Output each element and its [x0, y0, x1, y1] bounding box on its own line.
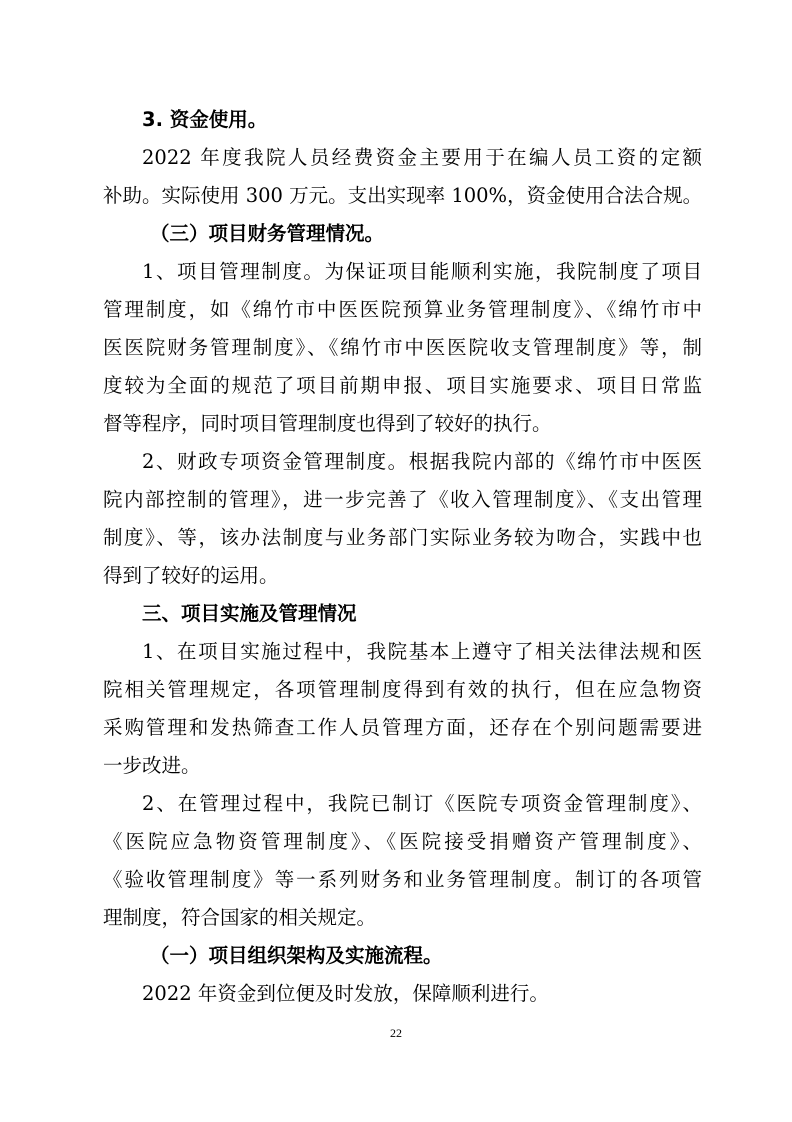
paragraph-line: 《医院应急物资管理制度》、《医院接受捐赠资产管理制度》、 [103, 830, 702, 853]
paragraph-line: 督等程序，同时项目管理制度也得到了较好的执行。 [103, 412, 552, 435]
paragraph-line: 一步改进。 [103, 754, 201, 777]
paragraph-line: 1、在项目实施过程中，我院基本上遵守了相关法律法规和医 [142, 640, 702, 663]
paragraph-line: 2022 年资金到位便及时发放，保障顺利进行。 [142, 982, 549, 1005]
paragraph-line: 度较为全面的规范了项目前期申报、项目实施要求、项目日常监 [103, 374, 702, 397]
paragraph-line: 2、在管理过程中，我院已制订《医院专项资金管理制度》、 [142, 792, 702, 815]
paragraph-line: 制度》、等，该办法制度与业务部门实际业务较为吻合，实践中也 [103, 526, 702, 549]
paragraph-line: 得到了较好的运用。 [103, 564, 279, 587]
paragraph-line: 院相关管理规定，各项管理制度得到有效的执行，但在应急物资 [103, 678, 702, 701]
paragraph-line: 管理制度，如《绵竹市中医医院预算业务管理制度》、《绵竹市中 [103, 298, 702, 321]
paragraph-line: 1、项目管理制度。为保证项目能顺利实施，我院制度了项目 [142, 260, 702, 283]
heading-funds-use: 3. 资金使用。 [142, 108, 268, 131]
paragraph-line: 2022 年度我院人员经费资金主要用于在编人员工资的定额 [142, 146, 702, 169]
paragraph-line: 院内部控制的管理》，进一步完善了《收入管理制度》、《支出管理 [103, 488, 702, 511]
heading-project-finance: （三）项目财务管理情况。 [150, 222, 385, 245]
heading-org-structure: （一）项目组织架构及实施流程。 [150, 944, 443, 967]
heading-implementation: 三、项目实施及管理情况 [142, 602, 357, 625]
paragraph-line: 采购管理和发热筛查工作人员管理方面，还存在个别问题需要进 [103, 716, 702, 739]
paragraph-line: 医医院财务管理制度》、《绵竹市中医医院收支管理制度》等，制 [103, 336, 702, 359]
paragraph-line: 补助。实际使用 300 万元。支出实现率 100%，资金使用合法合规。 [103, 184, 703, 207]
paragraph-line: 《验收管理制度》等一系列财务和业务管理制度。制订的各项管 [103, 868, 702, 891]
paragraph-line: 理制度，符合国家的相关规定。 [103, 906, 377, 929]
paragraph-line: 2、财政专项资金管理制度。根据我院内部的《绵竹市中医医 [142, 450, 702, 473]
page-number: 22 [390, 1026, 402, 1040]
